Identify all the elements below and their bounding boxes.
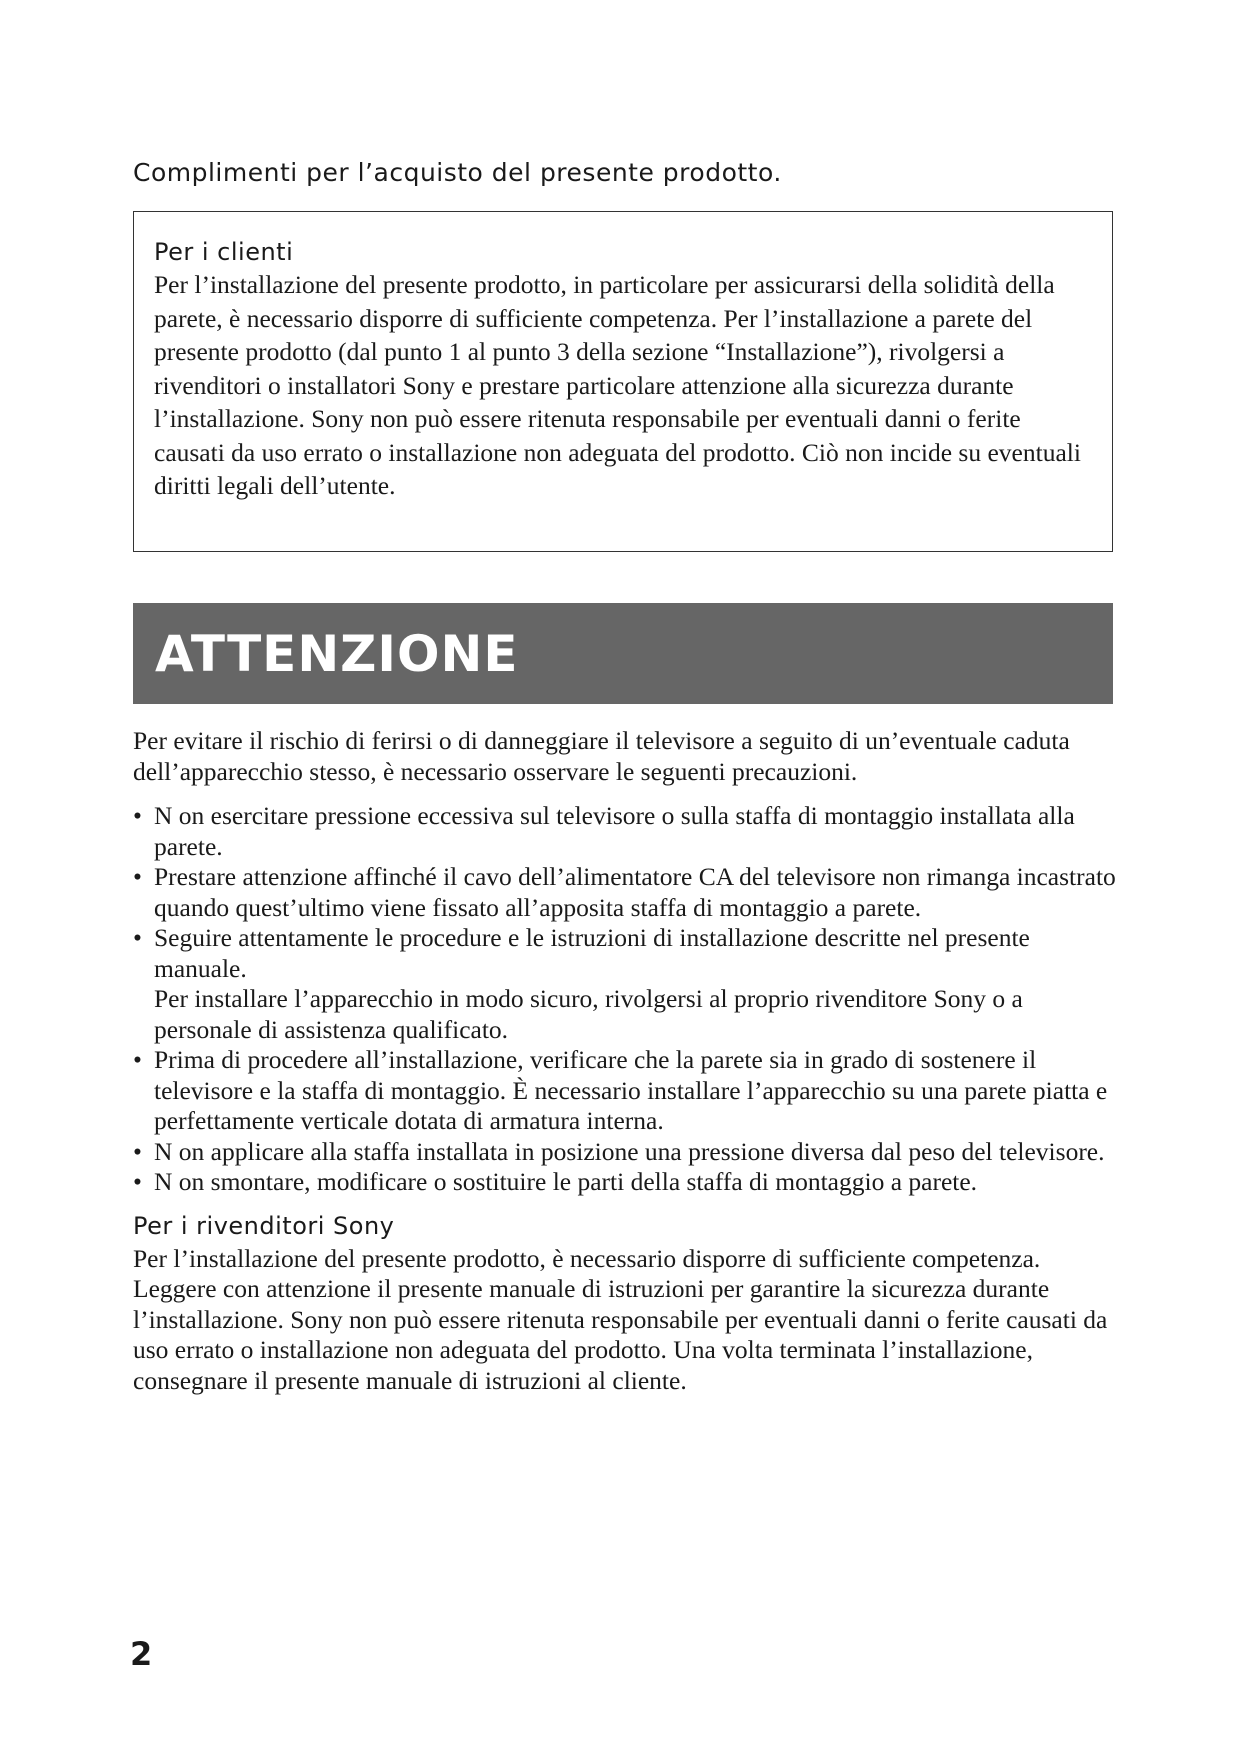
precaution-item bbox=[133, 801, 1123, 862]
precaution-item bbox=[133, 1045, 1123, 1137]
precaution-item bbox=[133, 1137, 1123, 1168]
page-number: 2 bbox=[130, 1635, 153, 1673]
precaution-text: Prima di procedere all’installazione, verificare che la parete sia in grado di sostenere il televisore e la staffa di montaggio. È necessario installare l’apparecchio su una parete piatta e perfettamente verticale dotata di armatura interna. bbox=[154, 1045, 1108, 1135]
precaution-text: N on esercitare pressione eccessiva sul televisore o sulla staffa di montaggio installata alla parete. bbox=[154, 801, 1075, 861]
precaution-text: N on applicare alla staffa installata in posizione una pressione diversa dal peso del televisore. bbox=[154, 1136, 1105, 1166]
precautions-list bbox=[133, 801, 1123, 1198]
precaution-text: N on smontare, modificare o sostituire le parti della staffa di montaggio a parete. bbox=[154, 1167, 978, 1196]
precaution-item bbox=[133, 1167, 1123, 1198]
precaution-item bbox=[133, 862, 1123, 923]
precaution-item bbox=[133, 923, 1123, 1045]
customer-notice-box bbox=[133, 211, 1113, 552]
precaution-subtext: Per installare l’apparecchio in modo sicuro, rivolgersi al proprio rivenditore Sony o a personale di assistenza qualificato. bbox=[154, 984, 1023, 1044]
warning-banner bbox=[133, 603, 1113, 704]
warning-heading: ATTENZIONE bbox=[155, 624, 519, 683]
intro-line: Complimenti per l’acquisto del presente prodotto. bbox=[133, 158, 782, 187]
dealers-title: Per i rivenditori Sony bbox=[133, 1211, 395, 1240]
customer-notice-text: Per l’installazione del presente prodotto, in particolare per assicurarsi della solidità della parete, è necessario disporre di sufficiente competenza. Per l’installazione a parete del presente prodotto (dal punto 1 al punto 3 della sezione “Installazione”), rivolgersi a rivenditori o installatori Sony e prestare particolare attenzione alla sicurezza durante l’installazione. Sony non può essere ritenuta responsabile per eventuali danni o ferite causati da uso errato o installazione non adeguata del prodotto. Ciò non incide su eventuali diritti legali dell’utente. bbox=[154, 270, 1081, 500]
precaution-text: Prestare attenzione affinché il cavo dell’alimentatore CA del televisore non rimanga incastrato quando quest’ultimo viene fissato all’apposita staffa di montaggio a parete. bbox=[154, 862, 1116, 922]
precaution-text: Seguire attentamente le procedure e le istruzioni di installazione descritte nel presente manuale. bbox=[154, 923, 1030, 983]
warning-intro: Per evitare il rischio di ferirsi o di danneggiare il televisore a seguito di un’eventuale caduta dell’apparecchio stesso, è necessario osservare le seguenti precauzioni. bbox=[133, 726, 1070, 786]
dealers-text: Per l’installazione del presente prodotto, è necessario disporre di sufficiente competenza. Leggere con attenzione il presente manuale di istruzioni per garantire la sicurezza durante l’installazione. Sony non può essere ritenuta responsabile per eventuali danni o ferite causati da uso errato o installazione non adeguata del prodotto. Una volta terminata l’installazione, consegnare il presente manuale di istruzioni al cliente. bbox=[133, 1243, 1108, 1395]
warning-section bbox=[133, 726, 1123, 1396]
customer-notice-title: Per i clienti bbox=[154, 238, 294, 266]
